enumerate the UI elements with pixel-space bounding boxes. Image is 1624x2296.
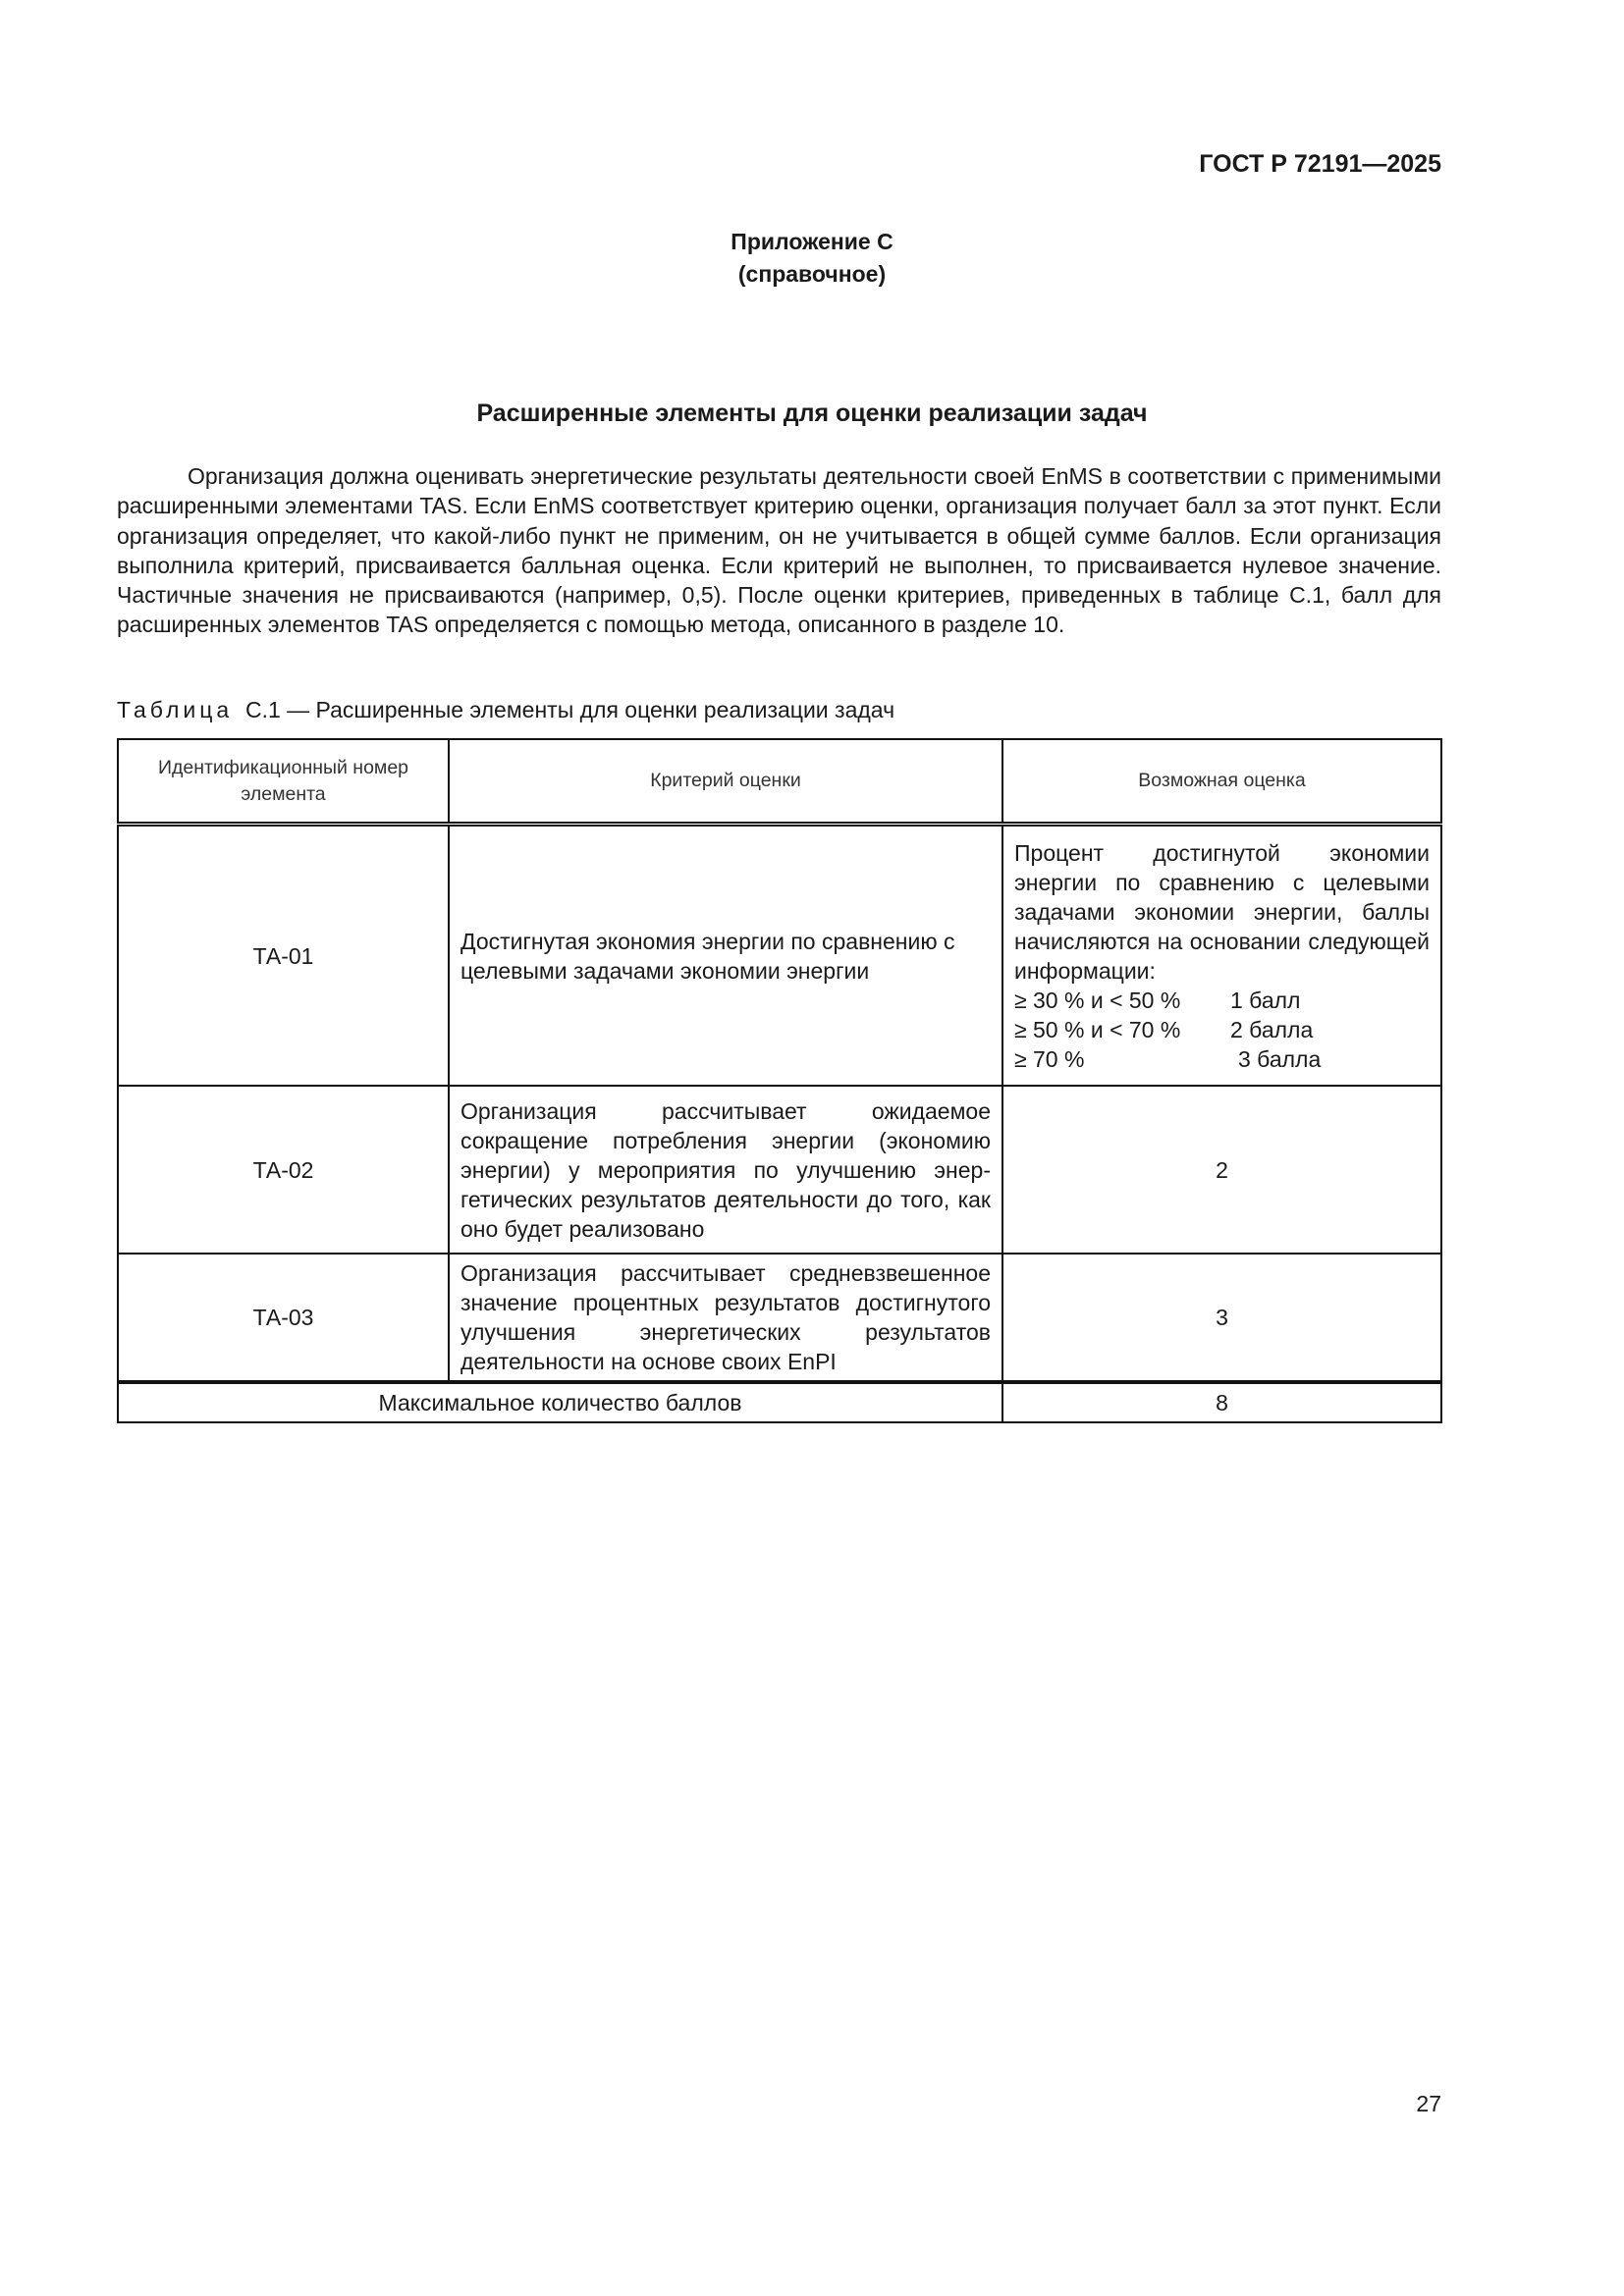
row-criterion: Организация рассчитывает средневзвешенное значение процентных результатов достигнутого улучшения энергетических результатов деятельности на основе своих EnPI [449, 1254, 1002, 1382]
row-id: ТА-02 [118, 1086, 449, 1254]
table-row [118, 825, 1441, 1087]
row-score [1002, 825, 1441, 1087]
appendix-title: Приложение С [731, 229, 893, 254]
row-id: ТА-03 [118, 1254, 449, 1382]
scale-range: ≥ 50 % и < 70 % [1014, 1016, 1181, 1042]
score-description: Процент достигнутой экономии энергии по сравнению с целевыми задачами экономии энергии, баллы начисляются на основании следующей информации: [1014, 839, 1430, 984]
table-caption [117, 697, 894, 723]
document-code: ГОСТ Р 72191—2025 [1199, 150, 1441, 178]
row-score: 3 [1002, 1254, 1441, 1382]
scale-range: ≥ 30 % и < 50 % [1014, 987, 1181, 1013]
row-criterion: Достигнутая экономия энергии по сравнению с целевыми задачами экономии энергии [449, 825, 1002, 1087]
scale-points: 2 балла [1230, 1016, 1314, 1042]
body-paragraph: Организация должна оценивать энергетические результаты деятельности своей EnMS в соответствии с применимыми расширенными элементами TAS. Если EnMS соответствует критерию оценки, организация получает балл за этот пункт. Если организация определяет, что какой-либо пункт не применим, он не учитывается в общей сумме баллов. Если организация выполнила критерий, присваивается балльная оценка. Если критерий не выполнен, то присваивается нулевое значение. Частичные значения не присваиваются (например, 0,5). После оценки критериев, приведенных в таблице С.1, балл для расширенных элементов TAS определяется с помощью метода, описанного в разделе 10. [117, 463, 1441, 638]
table-caption-text: С.1 — Расширенные элементы для оценки реализации задач [244, 697, 895, 722]
row-score: 2 [1002, 1086, 1441, 1254]
table-caption-label: Таблица [117, 697, 234, 722]
total-label: Максимальное количество баллов [118, 1382, 1002, 1422]
total-value: 8 [1002, 1382, 1441, 1422]
header-score: Возможная оценка [1002, 739, 1441, 825]
row-criterion: Организация рассчитывает ожидаемое сокращение потребления энергии (экономию энергии) у мероприятия по улучшению энергетических результатов деятельности до того, как оно будет реализовано [449, 1086, 1002, 1254]
page-number: 27 [1416, 2091, 1441, 2116]
header-criterion: Критерий оценки [449, 739, 1002, 825]
table-row [118, 1254, 1441, 1382]
score-scale-item [1014, 1015, 1430, 1044]
scale-range: ≥ 70 % [1014, 1045, 1085, 1072]
appendix-subtitle: (справочное) [737, 261, 887, 287]
appendix-heading [0, 226, 1624, 291]
scale-points: 3 балла [1238, 1045, 1322, 1072]
section-title: Расширенные элементы для оценки реализации задач [476, 400, 1148, 427]
table-header-row [118, 739, 1441, 825]
scale-points: 1 балл [1230, 987, 1301, 1013]
row-id: ТА-01 [118, 825, 449, 1087]
score-scale-item [1014, 1044, 1430, 1074]
criteria-table [117, 738, 1442, 1423]
total-row [118, 1382, 1441, 1422]
header-id: Идентификационный номер элемента [118, 739, 449, 825]
table-row [118, 1086, 1441, 1254]
score-scale-item [1014, 986, 1430, 1015]
